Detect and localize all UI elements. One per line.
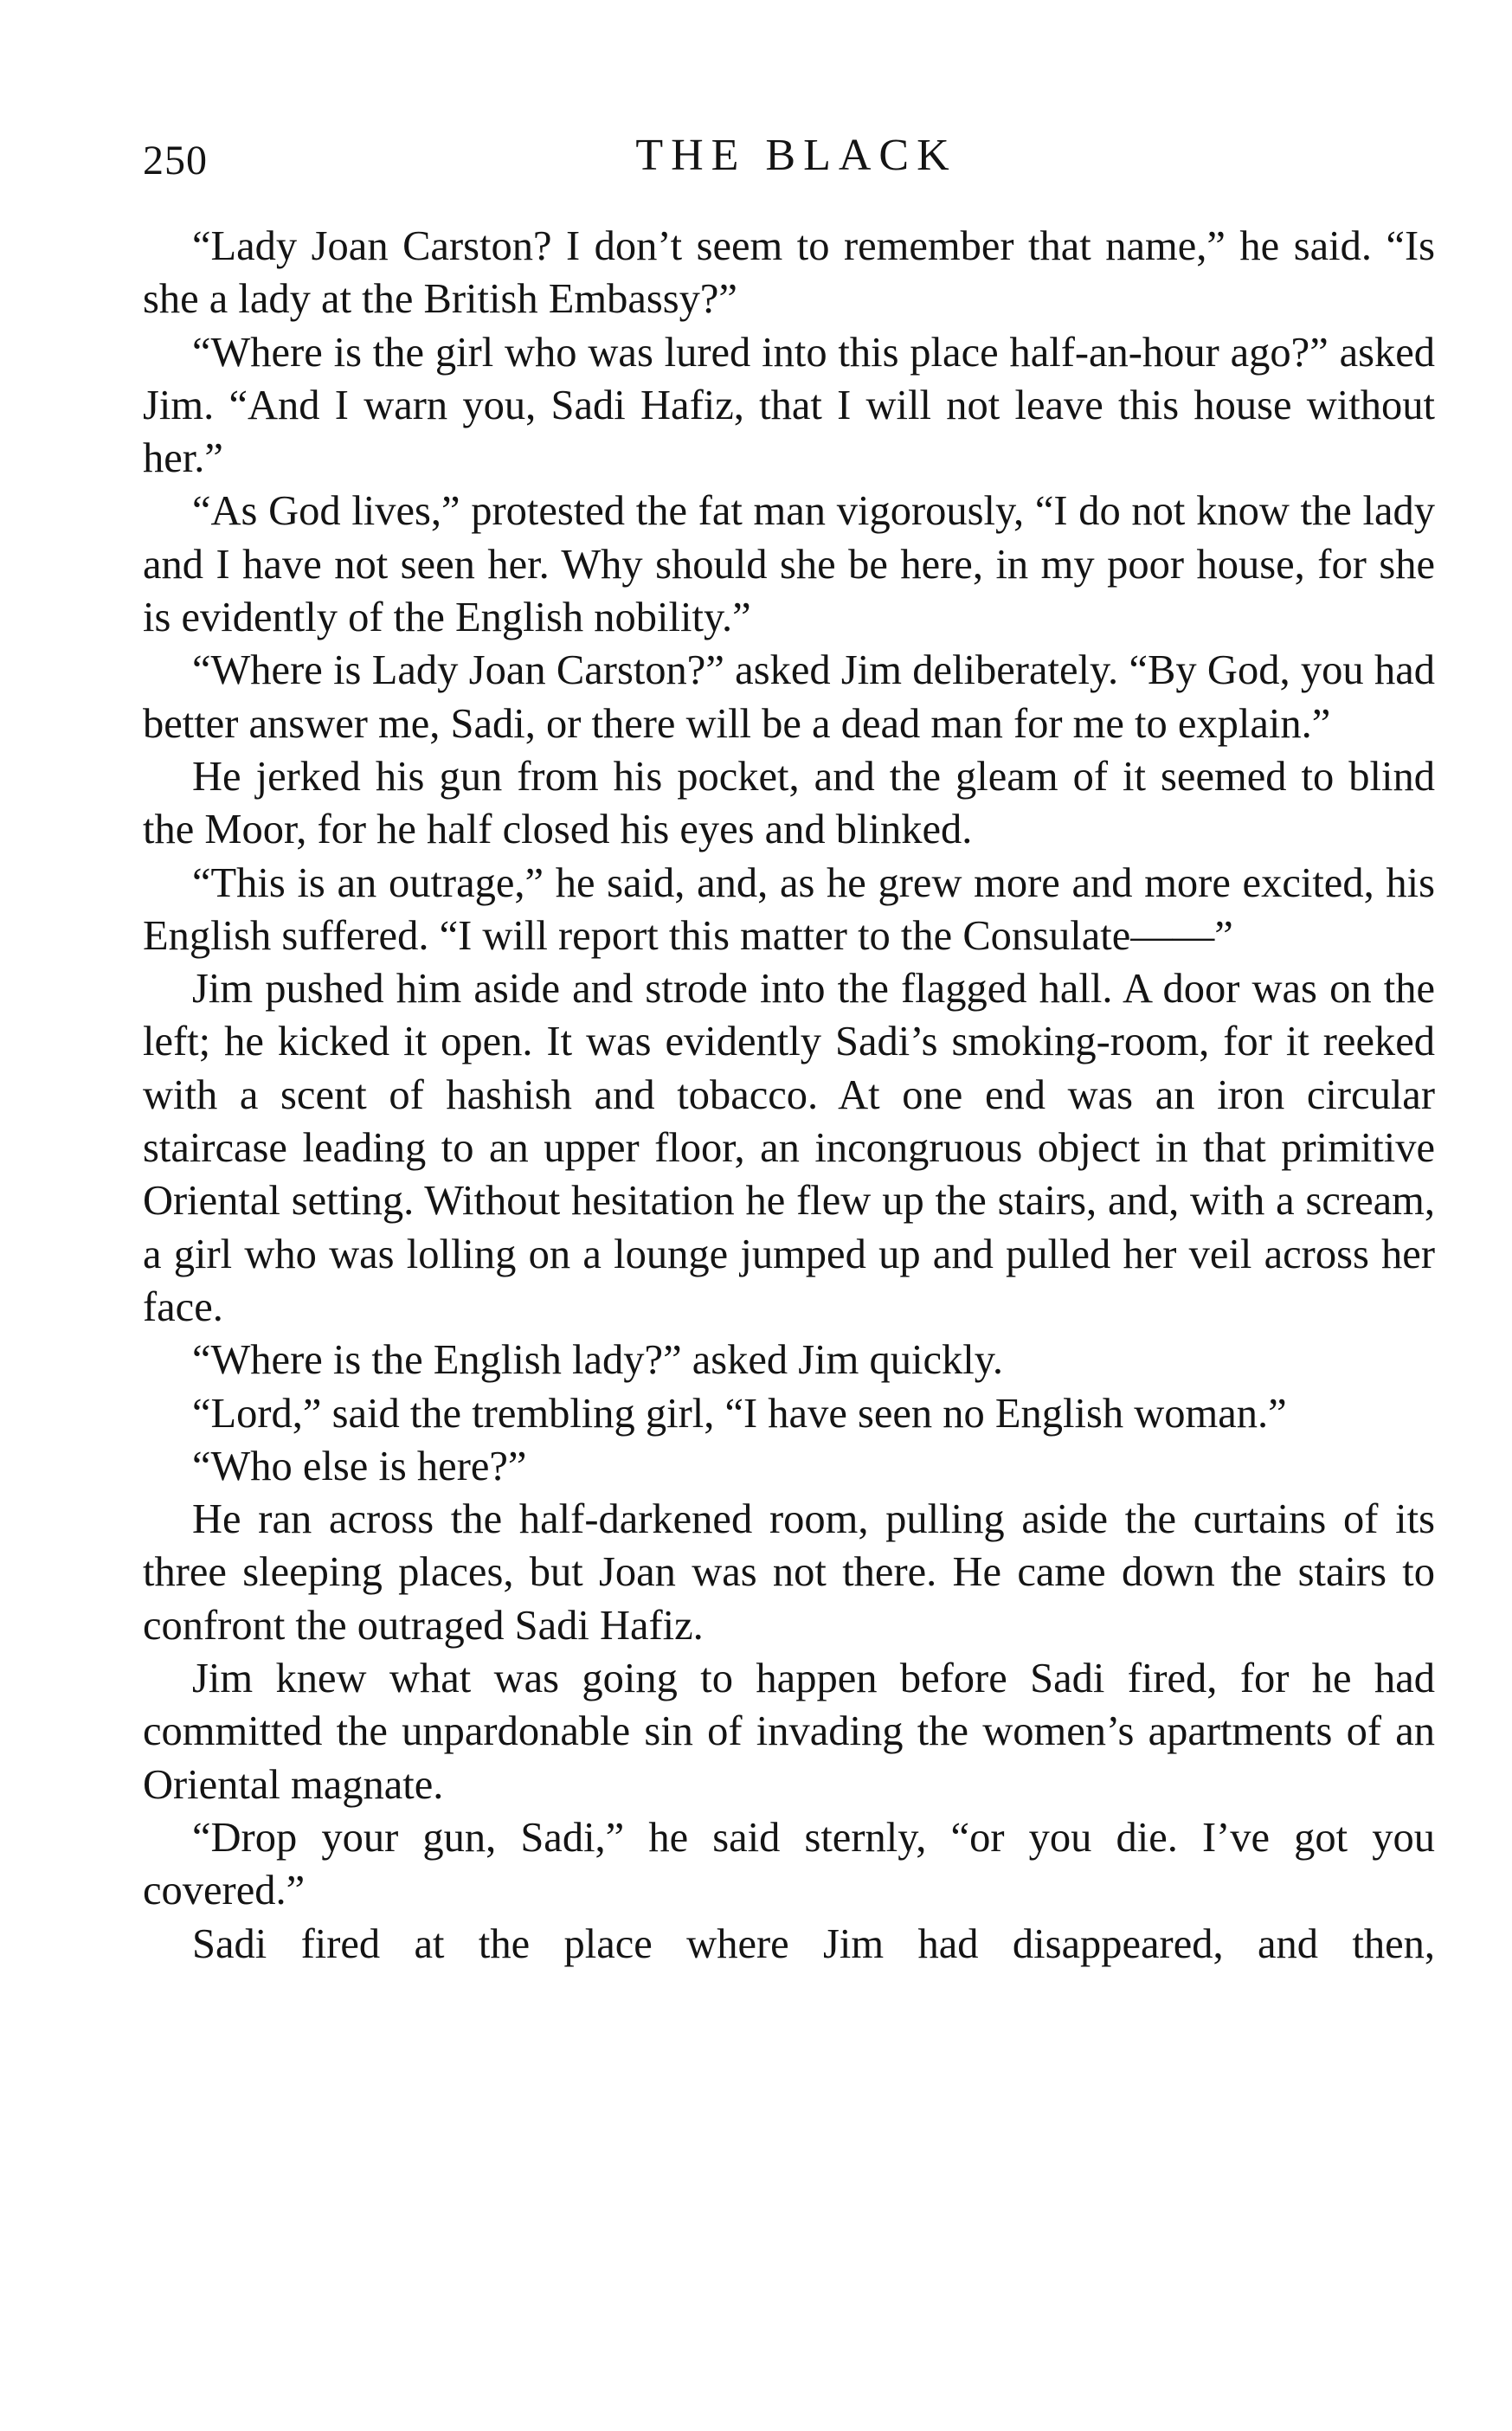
- paragraph: Jim knew what was going to happen before Sadi fired, for he had committed the unpardonable sin of invading the women’s apartments of an Oriental magnate.: [143, 1656, 1435, 1808]
- paragraph: “Where is Lady Joan Carston?” asked Jim deliberately. “By God, you had better answer me, Sadi, or there will be a dead man for me to explain.”: [143, 647, 1435, 747]
- page-header: [143, 130, 1441, 199]
- paragraph: Jim pushed him aside and strode into the flagged hall. A door was on the left; he kicked it open. It was evidently Sadi’s smoking-room, for it reeked with a scent of hashish and tobacco. At one end was an iron circular staircase leading to an upper floor, an incongruous object in that primitive Oriental setting. Without hesitation he flew up the stairs, and, with a scream, a girl who was lolling on a lounge jumped up and pulled her veil across her face.: [143, 966, 1435, 1330]
- body-text: [143, 220, 1435, 1971]
- paragraph: “Drop your gun, Sadi,” he said sternly, “or you die. I’ve got you covered.”: [143, 1814, 1435, 1914]
- page-number: 250: [143, 138, 208, 183]
- paragraph: “Lady Joan Carston? I don’t seem to remember that name,” he said. “Is she a lady at the British Embassy?”: [143, 223, 1435, 323]
- running-title: THE BLACK: [635, 131, 957, 180]
- paragraph: “Who else is here?”: [192, 1443, 527, 1489]
- paragraph: He jerked his gun from his pocket, and the gleam of it seemed to blind the Moor, for he half closed his eyes and blinked.: [143, 753, 1435, 853]
- paragraph: “Where is the girl who was lured into this place half-an-hour ago?” asked Jim. “And I warn you, Sadi Hafiz, that I will not leave this house without her.”: [143, 329, 1435, 482]
- paragraph: “This is an outrage,” he said, and, as he grew more and more excited, his English suffered. “I will report this matter to the Consulate——”: [143, 859, 1435, 959]
- paragraph: “Where is the English lady?” asked Jim quickly.: [192, 1337, 1003, 1384]
- paragraph: “As God lives,” protested the fat man vigorously, “I do not know the lady and I have not seen her. Why should she be here, in my poor house, for she is evidently of the English nobility.”: [143, 488, 1435, 641]
- paragraph: “Lord,” said the trembling girl, “I have seen no English woman.”: [192, 1390, 1287, 1437]
- paragraph: Sadi fired at the place where Jim had disappeared, and then,: [192, 1920, 1435, 1967]
- paragraph: He ran across the half-darkened room, pulling aside the curtains of its three sleeping places, but Joan was not there. He came down the stairs to confront the outraged Sadi Hafiz.: [143, 1496, 1435, 1649]
